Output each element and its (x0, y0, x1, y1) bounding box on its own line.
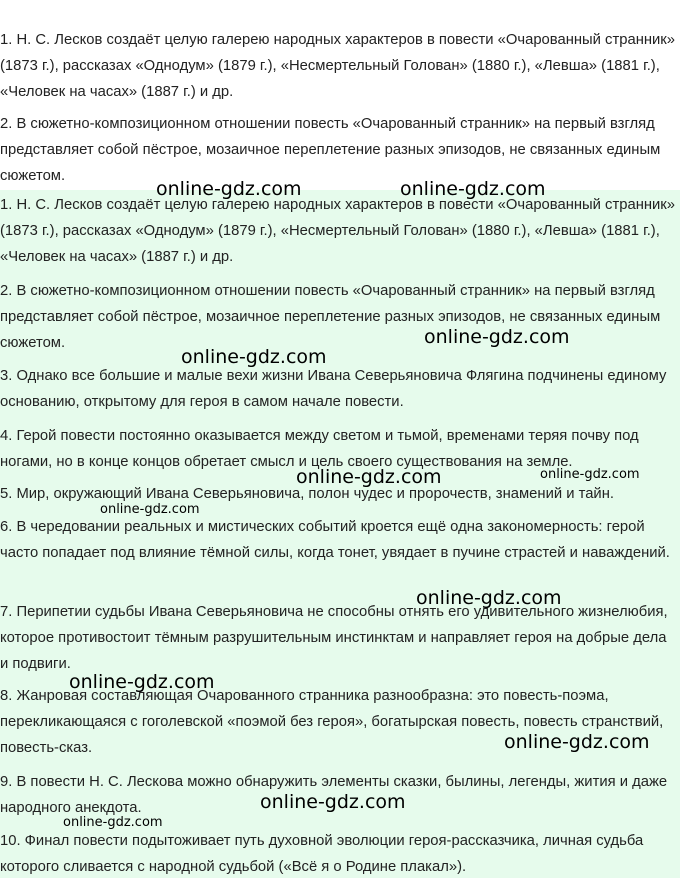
paragraph-2: 2. В сюжетно-композиционном отношении повесть «Очарованный странник» на первый взгляд представляет собой пёстрое, мозаичное переплетение разных эпизодов, не связанных единым сюжетом. (0, 283, 661, 351)
watermark: online-gdz.com (416, 587, 562, 609)
watermark: online-gdz.com (296, 466, 442, 488)
watermark: online-gdz.com (504, 731, 650, 753)
watermark: online-gdz.com (424, 326, 570, 348)
watermark: online-gdz.com (260, 791, 406, 813)
paragraph-10: 10. Финал повести подытоживает путь духовной эволюции героя-рассказчика, личная судьба которого сливается с народной судьбой («Всё я о Родине плакал»). (0, 833, 644, 875)
watermark: online-gdz.com (400, 178, 546, 200)
watermark: online-gdz.com (100, 502, 200, 517)
paragraph-7: 7. Перипетии судьбы Ивана Северьяновича не способны отнять его удивительного жизнелюбия, которое противостоит тёмным разрушительным инстинктам и направляет героя на добрые дела и подвиги. (0, 604, 668, 672)
paragraph-4: 4. Герой повести постоянно оказывается между светом и тьмой, временами теряя почву под ногами, но в конце концов обретает смысл и цель своего существования на земле. (0, 428, 639, 470)
paragraph-3: 3. Однако все большие и малые вехи жизни Ивана Северьяновича Флягина подчинены единому основанию, открытому для героя в самом начале повести. (0, 368, 667, 410)
watermark: online-gdz.com (156, 178, 302, 200)
top-paragraph-1: 1. Н. С. Лесков создаёт целую галерею народных характеров в повести «Очарованный странник» (1873 г.), рассказах «Однодум» (1879 г.), «Несмертельный Голован» (1880 г.), «Левша» (1881 г.), «Человек на часах» (1887 г.) и др. (0, 32, 675, 100)
top-paragraph-2: 2. В сюжетно-композиционном отношении повесть «Очарованный странник» на первый взгляд представляет собой пёстрое, мозаичное переплетение разных эпизодов, не связанных единым сюжетом. (0, 116, 661, 184)
watermark: online-gdz.com (540, 467, 640, 482)
watermark: online-gdz.com (69, 671, 215, 693)
paragraph-8: 8. Жанровая составляющая Очарованного странника разнообразна: это повесть-поэма, перекликающаяся с гоголевской «поэмой без героя», богатырская повесть, повесть странствий, повесть-сказ. (0, 688, 664, 756)
paragraph-9: 9. В повести Н. С. Лескова можно обнаружить элементы сказки, былины, легенды, жития и даже народного анекдота. (0, 774, 668, 816)
paragraph-1: 1. Н. С. Лесков создаёт целую галерею народных характеров в повести «Очарованный странник» (1873 г.), рассказах «Однодум» (1879 г.), «Несмертельный Голован» (1880 г.), «Левша» (1881 г.), «Человек на часах» (1887 г.) и др. (0, 197, 675, 265)
paragraph-6: 6. В чередовании реальных и мистических событий кроется ещё одна закономерность: герой часто попадает под влияние тёмной силы, когда тонет, увядает в пучине страстей и наваждений. (0, 519, 670, 561)
watermark: online-gdz.com (63, 815, 163, 830)
paragraph-5: 5. Мир, окружающий Ивана Северьяновича, полон чудес и пророчеств, знамений и тайн. (0, 486, 614, 502)
watermark: online-gdz.com (181, 346, 327, 368)
